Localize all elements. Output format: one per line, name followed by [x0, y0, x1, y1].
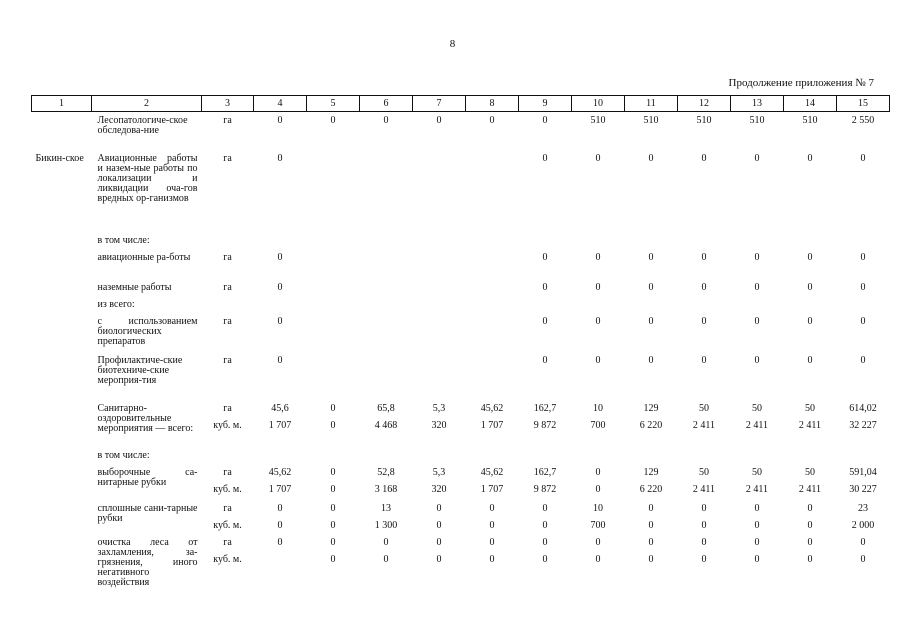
header-cell: 9 [519, 96, 572, 112]
table-row [32, 500, 890, 534]
region-cell [32, 279, 92, 296]
table-row [32, 232, 890, 249]
value-cell: 510 [749, 115, 765, 126]
value-cell: 0 [860, 354, 866, 366]
value-cell: 45,62 1 707 [480, 402, 504, 431]
activity-name: авиационные ра-боты [97, 251, 191, 263]
value-cell: 129 6 220 [639, 402, 663, 431]
value-cell: 0 [542, 152, 548, 164]
table-row [32, 279, 890, 296]
activity-name: Санитарно-оздоровительные мероприятия — всего: [97, 402, 194, 434]
region-cell [32, 249, 92, 279]
value-cell: 0 [860, 315, 866, 327]
value-cell: 0 0 [330, 402, 336, 431]
table-row [32, 313, 890, 352]
value-cell: 0 [807, 354, 813, 366]
header-cell: 3 [202, 96, 254, 112]
table-row [32, 150, 890, 232]
table-row [32, 447, 890, 464]
value-cell: 0 [542, 315, 548, 327]
value-cell [413, 447, 466, 464]
value-cell: 591,04 30 227 [849, 466, 877, 495]
value-cell [625, 296, 678, 313]
value-cell [360, 352, 413, 400]
value-cell: 129 6 220 [639, 466, 663, 495]
value-cell [307, 352, 360, 400]
value-cell: 45,6 1 707 [268, 402, 292, 431]
value-cell [413, 296, 466, 313]
value-cell [307, 279, 360, 296]
header-cell: 1 [32, 96, 92, 112]
value-cell: 0 [648, 152, 654, 164]
value-cell: 614,02 32 227 [849, 402, 877, 431]
header-cell: 4 [254, 96, 307, 112]
value-cell: 50 2 411 [745, 466, 769, 495]
value-cell: 0 [277, 251, 283, 263]
region-cell [32, 500, 92, 534]
value-cell [254, 296, 307, 313]
header-cell: 8 [466, 96, 519, 112]
continuation-label: Продолжение приложения № 7 [728, 77, 874, 89]
page-number: 8 [449, 38, 456, 50]
value-cell: 52,8 3 168 [374, 466, 398, 495]
header-cell: 6 [360, 96, 413, 112]
value-cell: 510 [696, 115, 712, 126]
value-cell [254, 447, 307, 464]
value-cell: 0 [489, 115, 495, 126]
value-cell [837, 296, 890, 313]
value-cell: 0 [277, 354, 283, 366]
value-cell: 0 0 [754, 502, 760, 531]
value-cell [466, 447, 519, 464]
value-cell: 0 [277, 536, 283, 548]
header-cell: 7 [413, 96, 466, 112]
value-cell: 45,62 1 707 [480, 466, 504, 495]
value-cell [413, 313, 466, 352]
value-cell: 0 0 [860, 536, 866, 565]
value-cell: 10 700 [590, 402, 606, 431]
value-cell: 0 [595, 152, 601, 164]
value-cell [837, 447, 890, 464]
value-cell: 0 0 [807, 536, 813, 565]
region-cell [32, 232, 92, 249]
region-cell [32, 112, 92, 150]
activity-name: из всего: [97, 298, 135, 310]
region-cell [32, 447, 92, 464]
value-cell [466, 296, 519, 313]
value-cell: 0 [595, 315, 601, 327]
value-cell: 13 1 300 [374, 502, 398, 531]
value-cell: 65,8 4 468 [374, 402, 398, 431]
table-row [32, 296, 890, 313]
value-cell [572, 232, 625, 249]
region-cell: Бикин-ское [35, 152, 84, 164]
table-row [32, 112, 890, 150]
region-cell [32, 313, 92, 352]
value-cell [519, 232, 572, 249]
value-cell [413, 279, 466, 296]
value-cell [678, 296, 731, 313]
value-cell [360, 279, 413, 296]
value-cell: 0 [754, 152, 760, 164]
value-cell: 0 0 [383, 536, 389, 565]
value-cell: 50 2 411 [692, 466, 716, 495]
value-cell: 0 0 [701, 536, 707, 565]
value-cell: 50 2 411 [798, 402, 822, 431]
value-cell: 0 [754, 315, 760, 327]
value-cell [360, 296, 413, 313]
value-cell: 2 550 [851, 115, 875, 126]
unit-cell [202, 447, 254, 464]
value-cell [731, 296, 784, 313]
value-cell: 0 0 [542, 502, 548, 531]
value-cell [678, 232, 731, 249]
activity-name: в том числе: [97, 449, 150, 461]
value-cell [731, 232, 784, 249]
unit-cell [202, 296, 254, 313]
value-cell: 0 [595, 281, 601, 293]
value-cell [466, 249, 519, 279]
value-cell: 23 2 000 [851, 502, 875, 531]
value-cell: 0 [754, 354, 760, 366]
value-cell: 0 [648, 281, 654, 293]
value-cell: 0 [648, 354, 654, 366]
value-cell [678, 447, 731, 464]
value-cell: 0 [277, 115, 283, 126]
region-cell [32, 534, 92, 592]
unit-cell: га [223, 315, 232, 327]
value-cell [784, 296, 837, 313]
value-cell: 5,3 320 [431, 402, 447, 431]
activity-name: выборочные са-нитарные рубки [97, 466, 198, 488]
value-cell [519, 447, 572, 464]
value-cell: 0 [807, 251, 813, 263]
activity-name: очистка леса от захламления, за-грязнения, иного негативного воздействия [97, 536, 198, 588]
value-cell: 0 0 [807, 502, 813, 531]
value-cell: 0 [701, 315, 707, 327]
value-cell [360, 150, 413, 232]
value-cell: 0 0 [542, 536, 548, 565]
value-cell [572, 296, 625, 313]
value-cell: 0 [648, 251, 654, 263]
value-cell [519, 296, 572, 313]
value-cell [413, 352, 466, 400]
region-cell [32, 296, 92, 313]
header-cell: 13 [731, 96, 784, 112]
value-cell: 0 0 [330, 536, 336, 565]
value-cell [784, 232, 837, 249]
value-cell: 0 [277, 315, 283, 327]
value-cell [254, 232, 307, 249]
value-cell [625, 447, 678, 464]
value-cell: 0 [595, 354, 601, 366]
value-cell: 0 [383, 115, 389, 126]
value-cell [360, 447, 413, 464]
value-cell [784, 447, 837, 464]
unit-cell: га куб. м. [213, 536, 242, 565]
value-cell [307, 232, 360, 249]
table-row [32, 249, 890, 279]
value-cell [360, 249, 413, 279]
header-cell: 5 [307, 96, 360, 112]
value-cell: 0 [330, 115, 336, 126]
value-cell: 0 [277, 152, 283, 164]
value-cell: 0 [701, 251, 707, 263]
value-cell [837, 232, 890, 249]
table-row [32, 464, 890, 500]
value-cell [466, 232, 519, 249]
value-cell: 0 [542, 354, 548, 366]
value-cell: 0 [542, 115, 548, 126]
value-cell: 0 [860, 251, 866, 263]
value-cell: 0 0 [330, 502, 336, 531]
activity-name: Лесопатологиче-ское обследова-ние [97, 115, 188, 136]
value-cell: 0 [436, 115, 442, 126]
header-cell: 15 [837, 96, 890, 112]
unit-cell: га куб. м. [213, 402, 242, 431]
value-cell: 0 0 [330, 466, 336, 495]
region-cell [32, 400, 92, 447]
header-row [32, 96, 890, 112]
activity-name: сплошные сани-тарные рубки [97, 502, 198, 524]
value-cell: 0 0 [701, 502, 707, 531]
activity-name: наземные работы [97, 281, 172, 293]
unit-cell: га [223, 152, 232, 164]
unit-cell: га [223, 115, 232, 126]
region-cell [32, 464, 92, 500]
value-cell: 0 0 [489, 502, 495, 531]
unit-cell: га [223, 354, 232, 366]
value-cell: 0 0 [754, 536, 760, 565]
value-cell: 510 [590, 115, 606, 126]
value-cell [625, 232, 678, 249]
unit-cell: га [223, 281, 232, 293]
header-cell: 14 [784, 96, 837, 112]
value-cell: 0 0 [277, 502, 283, 531]
value-cell [307, 447, 360, 464]
activity-name: Авиационные работы и назем-ные работы по локализации и ликвидации оча-гов вредных ор-ганизмов [97, 152, 198, 204]
value-cell: 0 [807, 152, 813, 164]
table-row [32, 534, 890, 592]
value-cell: 0 [595, 251, 601, 263]
value-cell: 510 [643, 115, 659, 126]
value-cell [307, 313, 360, 352]
value-cell: 0 [807, 281, 813, 293]
value-cell [572, 447, 625, 464]
value-cell: 0 [860, 152, 866, 164]
value-cell: 0 [542, 281, 548, 293]
value-cell: 0 [277, 281, 283, 293]
value-cell: 0 0 [648, 502, 654, 531]
value-cell: 0 [701, 152, 707, 164]
value-cell: 0 0 [436, 502, 442, 531]
value-cell: 45,62 1 707 [268, 466, 292, 495]
value-cell [466, 150, 519, 232]
value-cell: 0 [754, 251, 760, 263]
value-cell: 10 700 [590, 502, 606, 531]
value-cell: 50 2 411 [692, 402, 716, 431]
value-cell: 0 [807, 315, 813, 327]
unit-cell: га куб. м. [213, 466, 242, 495]
value-cell: 0 0 [489, 536, 495, 565]
value-cell: 0 [860, 281, 866, 293]
activity-name: с использованием биологических препаратов [97, 315, 198, 347]
value-cell [731, 447, 784, 464]
value-cell [413, 249, 466, 279]
value-cell: 50 2 411 [745, 402, 769, 431]
unit-cell: га [223, 251, 232, 263]
unit-cell: га куб. м. [213, 502, 242, 531]
activity-name: Профилактиче-ские биотехниче-ские мероприя-тия [97, 354, 183, 386]
value-cell [413, 232, 466, 249]
region-cell [32, 352, 92, 400]
header-cell: 2 [92, 96, 202, 112]
value-cell: 0 0 [595, 536, 601, 565]
value-cell: 0 [701, 354, 707, 366]
value-cell: 0 [754, 281, 760, 293]
data-table [31, 95, 890, 592]
value-cell: 0 0 [436, 536, 442, 565]
value-cell: 0 [701, 281, 707, 293]
value-cell [307, 296, 360, 313]
header-cell: 12 [678, 96, 731, 112]
value-cell: 510 [802, 115, 818, 126]
value-cell: 50 2 411 [798, 466, 822, 495]
table-row [32, 352, 890, 400]
value-cell [360, 313, 413, 352]
value-cell: 0 [648, 315, 654, 327]
value-cell [307, 249, 360, 279]
table-body [32, 112, 890, 592]
table-row [32, 400, 890, 447]
value-cell [466, 279, 519, 296]
value-cell: 162,7 9 872 [533, 402, 557, 431]
value-cell: 0 [542, 251, 548, 263]
value-cell: 162,7 9 872 [533, 466, 557, 495]
header-cell: 10 [572, 96, 625, 112]
value-cell: 0 0 [648, 536, 654, 565]
value-cell [413, 150, 466, 232]
activity-name: в том числе: [97, 234, 150, 246]
value-cell [360, 232, 413, 249]
value-cell [307, 150, 360, 232]
value-cell [466, 313, 519, 352]
unit-cell [202, 232, 254, 249]
header-cell: 11 [625, 96, 678, 112]
value-cell [466, 352, 519, 400]
value-cell: 5,3 320 [431, 466, 447, 495]
value-cell: 0 0 [595, 466, 601, 495]
